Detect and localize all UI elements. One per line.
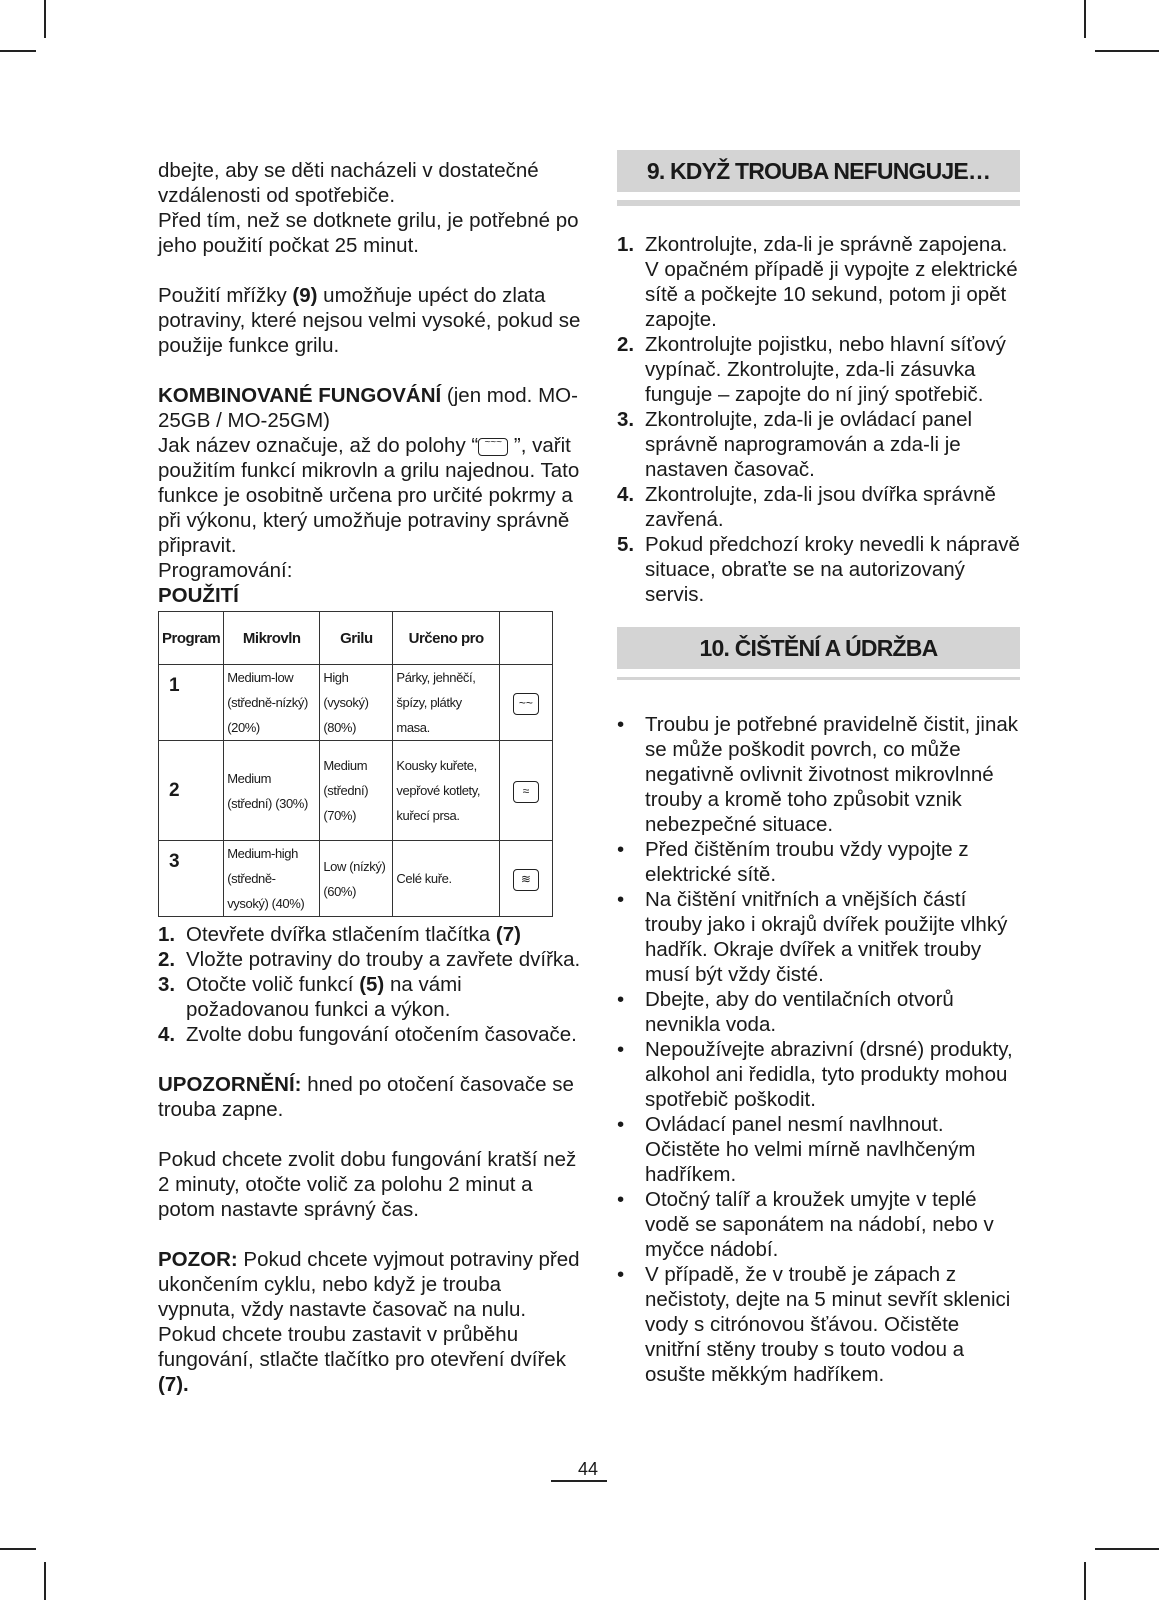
warning-label: UPOZORNĚNÍ:: [158, 1073, 302, 1096]
combi-icon-3: ≋: [513, 869, 539, 891]
item-number: 3.: [158, 973, 176, 996]
crop-mark: [1084, 1562, 1086, 1600]
list-item: [617, 532, 1020, 607]
list-item: [617, 1262, 1020, 1387]
program-number: 1: [159, 665, 224, 741]
table-cell: [499, 665, 552, 741]
item-number: 4.: [617, 483, 635, 506]
crop-mark: [44, 1562, 46, 1600]
combi-icon-2: ≈: [513, 781, 539, 803]
item-text: Vložte potraviny do trouby a zavřete dvířka.: [186, 948, 581, 971]
bullet: •: [617, 1263, 625, 1286]
table-cell: Medium (střední) (70%): [320, 741, 393, 841]
crop-mark: [1095, 50, 1159, 52]
steps-list: [158, 922, 583, 1047]
table-header: Určeno pro: [393, 612, 499, 665]
bullet: •: [617, 1038, 625, 1061]
troubleshooting-list: [617, 232, 1020, 607]
text: Otevřete dvířka stlačením tlačítka: [186, 923, 496, 946]
bullet: •: [617, 838, 625, 861]
text: na vámi požadovanou funkci a výkon.: [186, 973, 462, 1021]
list-item: [158, 972, 583, 1022]
paragraph: [158, 283, 583, 358]
list-item: [617, 407, 1020, 482]
program-table: [158, 611, 553, 917]
item-text: Zvolte dobu fungování otočením časovače.: [186, 1023, 577, 1046]
text: Použití mřížky: [158, 284, 293, 307]
list-item: [158, 1022, 583, 1047]
item-text: Troubu je potřebné pravidelně čistit, jinak se může poškodit povrch, co může negativně ovlivnit životnost mikrovlnné trouby a kromě toho způsobit vznik nebezpečné situace.: [645, 713, 1019, 836]
item-number: 3.: [617, 408, 635, 431]
program-number: 2: [159, 741, 224, 841]
table-header: Mikrovln: [224, 612, 320, 665]
table-cell: Medium-low (středně-nízký) (20%): [224, 665, 320, 741]
item-text: Pokud předchozí kroky nevedli k nápravě situace, obraťte se na autorizovaný servis.: [645, 533, 1020, 606]
list-item: [617, 232, 1020, 332]
text: Otočte volič funkcí: [186, 973, 360, 996]
item-number: 2.: [617, 333, 635, 356]
combi-icon: ~~~: [478, 438, 508, 456]
section-heading: [617, 627, 1020, 669]
program-number: 3: [159, 841, 224, 917]
table-header: Program: [159, 612, 224, 665]
paragraph: Programování:: [158, 559, 293, 582]
left-column: [158, 158, 583, 1397]
subheading-text: POUŽITÍ: [158, 584, 239, 607]
bullet: •: [617, 988, 625, 1011]
item-number: 5.: [617, 533, 635, 556]
list-item: [617, 837, 1020, 887]
cleaning-list: [617, 712, 1020, 1387]
section-title: 10. ČIŠTĚNÍ A ÚDRŽBA: [699, 634, 938, 661]
item-text: Otočný talíř a kroužek umyjte v teplé vodě se saponátem na nádobí, nebo v myčce nádobí.: [645, 1188, 994, 1261]
list-item: [617, 332, 1020, 407]
list-item: [158, 922, 583, 947]
list-item: [158, 947, 583, 972]
table-cell: Medium-high (středně-vysoký) (40%): [224, 841, 320, 917]
table-cell: Low (nízký) (60%): [320, 841, 393, 917]
item-text: [186, 972, 583, 1022]
section-heading: [617, 150, 1020, 192]
subheading: KOMBINOVANÉ FUNGOVÁNÍ: [158, 384, 442, 407]
section-rule: [617, 677, 1020, 680]
ref-number: (5): [359, 973, 385, 996]
ref-number: (9): [292, 284, 318, 307]
table-row: [159, 741, 553, 841]
warning-paragraph: [158, 1072, 583, 1122]
bullet: •: [617, 1113, 625, 1136]
table-cell: Párky, jehněčí, špízy, plátky masa.: [393, 665, 499, 741]
text: Jak název označuje, až do polohy “: [158, 434, 479, 457]
bullet: •: [617, 1188, 625, 1211]
text: umožňuje upéct do zlata potraviny, které nejsou velmi vysoké, pokud se použije funkce grilu.: [158, 284, 581, 357]
paragraph: [158, 383, 583, 433]
table-header: [499, 612, 552, 665]
item-text: Dbejte, aby do ventilačních otvorů nevnikla voda.: [645, 988, 954, 1036]
table-header: Grilu: [320, 612, 393, 665]
text: ”, vařit použitím funkcí mikrovln a grilu najednou. Tato funkce je osobitně určena pro určité pokrmy a při výkonu, který umožňuje potraviny správně připravit.: [158, 434, 580, 557]
crop-mark: [0, 1548, 36, 1550]
text: Pokud chcete vyjmout potraviny před ukončením cyklu, nebo když je trouba vypnuta, vždy nastavte časovač na nulu. Pokud chcete troubu zastavit v průběhu fungování, stlačte tlačítko pro otevření dvířek: [158, 1248, 580, 1371]
subheading: [158, 583, 583, 608]
item-text: Zkontrolujte, zda-li je ovládací panel správně naprogramován a zda-li je nastaven časovač.: [645, 408, 973, 481]
table-cell: Medium (střední) (30%): [224, 741, 320, 841]
item-number: 2.: [158, 948, 176, 971]
item-number: 1.: [617, 233, 635, 256]
combi-icon-1: ~~: [513, 693, 539, 715]
crop-mark: [44, 0, 46, 38]
item-number: 4.: [158, 1023, 176, 1046]
item-text: Zkontrolujte pojistku, nebo hlavní síťový vypínač. Zkontrolujte, zda-li zásuvka funguje – zapojte do ní jiný spotřebič.: [645, 333, 1006, 406]
list-item: [617, 712, 1020, 837]
bullet: •: [617, 713, 625, 736]
item-text: Před čištěním troubu vždy vypojte z elektrické sítě.: [645, 838, 969, 886]
item-text: Zkontrolujte, zda-li jsou dvířka správně zavřená.: [645, 483, 996, 531]
item-number: 1.: [158, 923, 176, 946]
list-item: [617, 482, 1020, 532]
page-number-underline: [551, 1480, 607, 1482]
list-item: [617, 887, 1020, 987]
section-title: 9. KDYŽ TROUBA NEFUNGUJE…: [646, 157, 991, 184]
text: (jen mod. MO-25GB / MO-25GM): [158, 384, 578, 432]
table-cell: [499, 741, 552, 841]
bullet: •: [617, 888, 625, 911]
table-row: [159, 841, 553, 917]
crop-mark: [1095, 1548, 1159, 1550]
paragraph: dbejte, aby se děti nacházeli v dostatečné vzdálenosti od spotřebiče.: [158, 159, 539, 207]
table-cell: High (vysoký) (80%): [320, 665, 393, 741]
right-column: [617, 150, 1020, 1387]
table-row: [159, 665, 553, 741]
caution-label: POZOR:: [158, 1248, 238, 1271]
list-item: [617, 1187, 1020, 1262]
item-text: Ovládací panel nesmí navlhnout. Očistěte ho velmi mírně navlhčeným hadříkem.: [645, 1113, 976, 1186]
item-text: Nepoužívejte abrazivní (drsné) produkty, alkohol ani ředidla, tyto produkty mohou spotřebič poškodit.: [645, 1038, 1013, 1111]
paragraph: [158, 433, 583, 558]
list-item: [617, 1037, 1020, 1112]
table-cell: [499, 841, 552, 917]
list-item: [617, 1112, 1020, 1187]
list-item: [617, 987, 1020, 1037]
text: hned po otočení časovače se trouba zapne.: [158, 1073, 574, 1121]
table-cell: Celé kuře.: [393, 841, 499, 917]
caution-paragraph: [158, 1247, 583, 1397]
crop-mark: [0, 50, 36, 52]
ref-number: (7): [495, 923, 521, 946]
item-text: Na čištění vnitřních a vnějších částí trouby jako i okrajů dvířek použijte vlhký hadřík. Okraje dvířek a vnitřek trouby musí být vždy čisté.: [645, 888, 1008, 986]
paragraph: Pokud chcete zvolit dobu fungování kratší než 2 minuty, otočte volič za polohu 2 minut a potom nastavte správný čas.: [158, 1148, 577, 1221]
page-number: 44: [577, 1459, 599, 1479]
item-text: V případě, že v troubě je zápach z nečistoty, dejte na 5 minut sevřít sklenici vody s citrónovou šťávou. Očistěte vnitřní stěny trouby s touto vodou a osušte měkkým hadříkem.: [645, 1263, 1011, 1386]
table-cell: Kousky kuřete, vepřové kotlety, kuřecí prsa.: [393, 741, 499, 841]
section-rule: [617, 200, 1020, 206]
item-text: Zkontrolujte, zda-li je správně zapojena. V opačném případě ji vypojte z elektrické sítě a počkejte 10 sekund, potom ji opět zapojte.: [645, 233, 1018, 331]
ref-number: (7).: [158, 1373, 189, 1396]
item-text: [186, 922, 521, 947]
table-header-row: [159, 612, 553, 665]
paragraph: Před tím, než se dotknete grilu, je potřebné po jeho použití počkat 25 minut.: [158, 209, 579, 257]
crop-mark: [1084, 0, 1086, 38]
